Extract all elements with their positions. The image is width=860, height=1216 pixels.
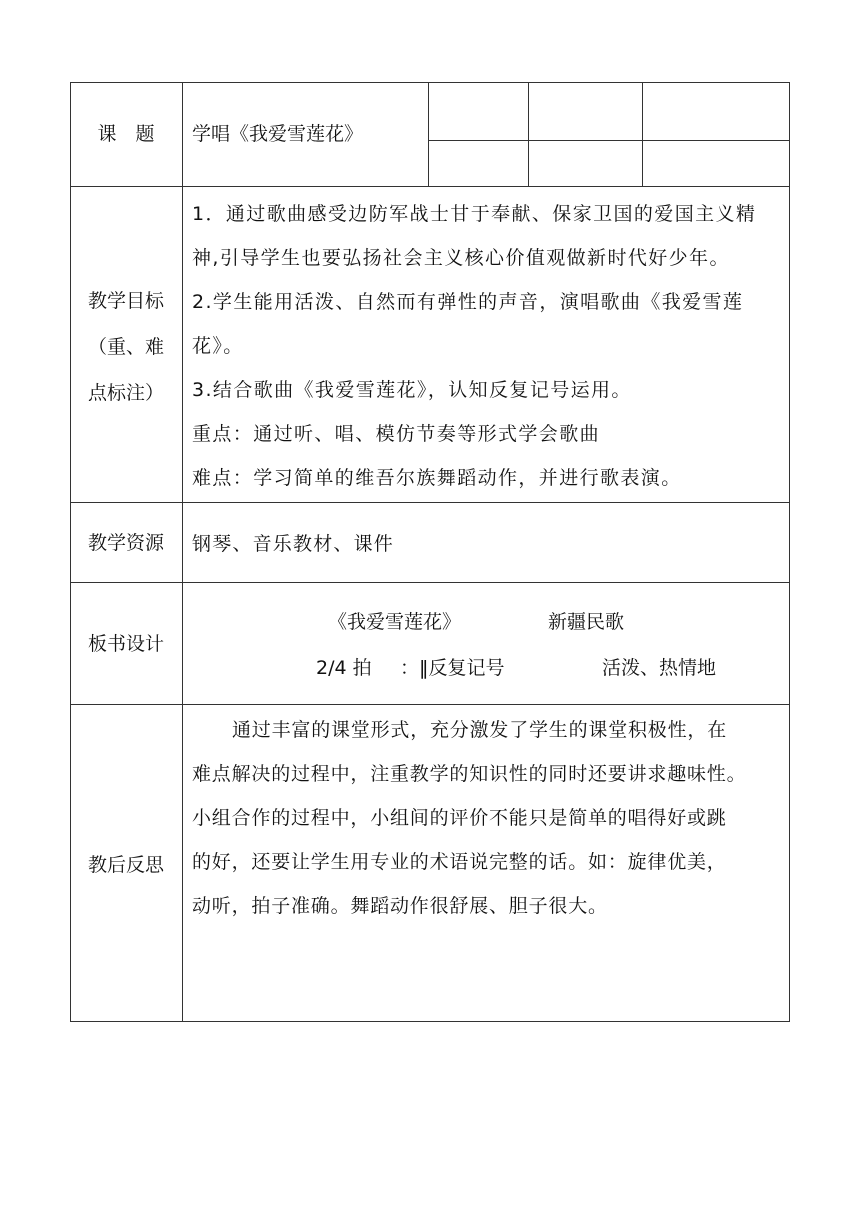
objective-line: 2.学生能用活泼、自然而有弹性的声音，演唱歌曲《我爱雪莲 [192,291,744,313]
reflection-line: 难点解决的过程中，注重教学的知识性的同时还要讲求趣味性。 [192,763,747,785]
objective-line: 3.结合歌曲《我爱雪莲花》，认知反复记号运用。 [192,379,632,401]
board-meter: 2/4 拍 [316,657,372,679]
difficult-point-line: 难点：学习简单的维吾尔族舞蹈动作，并进行歌表演。 [192,467,682,489]
lesson-plan-table [70,82,790,1022]
row-divider-1 [70,186,790,187]
row-divider-4 [70,704,790,705]
table-border-top [70,82,790,83]
course-label: 课 题 [97,123,155,145]
board-song-origin: 新疆民歌 [548,611,625,633]
table-border-bottom [70,1021,790,1022]
row-divider-3 [70,582,790,583]
header-grid-divider-2 [528,82,529,186]
board-label: 板书设计 [87,633,164,655]
resources-label: 教学资源 [87,532,164,554]
objective-line: 1．通过歌曲感受边防军战士甘于奉献、保家卫国的爱国主义精 [192,203,757,225]
key-point-line: 重点：通过听、唱、模仿节奏等形式学会歌曲 [192,423,601,445]
objective-line: 花》。 [192,335,244,357]
header-grid-divider-1 [428,82,429,186]
objectives-content [192,192,784,500]
board-mood: 活泼、热情地 [602,657,717,679]
header-grid-divider-3 [642,82,643,186]
reflection-line: 动听，拍子准确。舞蹈动作很舒展、胆子很大。 [192,895,608,917]
label-column-divider [182,82,183,1022]
header-grid-mid-line [428,140,790,141]
reflection-line: 的好，还要让学生用专业的术语说完整的话。如：旋律优美， [192,851,727,873]
row-divider-2 [70,502,790,503]
reflection-label: 教后反思 [87,854,164,876]
course-title: 学唱《我爱雪莲花》 [192,123,364,145]
reflection-line: 小组合作的过程中，小组间的评价不能只是简单的唱得好或跳 [192,807,727,829]
objectives-label-line: （重、难 [87,336,164,358]
board-repeat-sign: ：‖反复记号 [400,657,505,679]
board-song-title: 《我爱雪莲花》 [328,611,462,633]
objectives-label-line: 教学目标 [87,290,164,312]
reflection-line: 通过丰富的课堂形式，充分激发了学生的课堂积极性，在 [232,719,728,741]
objectives-label-line: 点标注） [87,382,164,404]
table-border-right [789,82,790,1022]
reflection-content [192,708,784,928]
objective-line: 神,引导学生也要弘扬社会主义核心价值观做新时代好少年。 [192,247,730,269]
objectives-label [70,278,182,416]
resources-text: 钢琴、音乐教材、课件 [192,533,395,555]
